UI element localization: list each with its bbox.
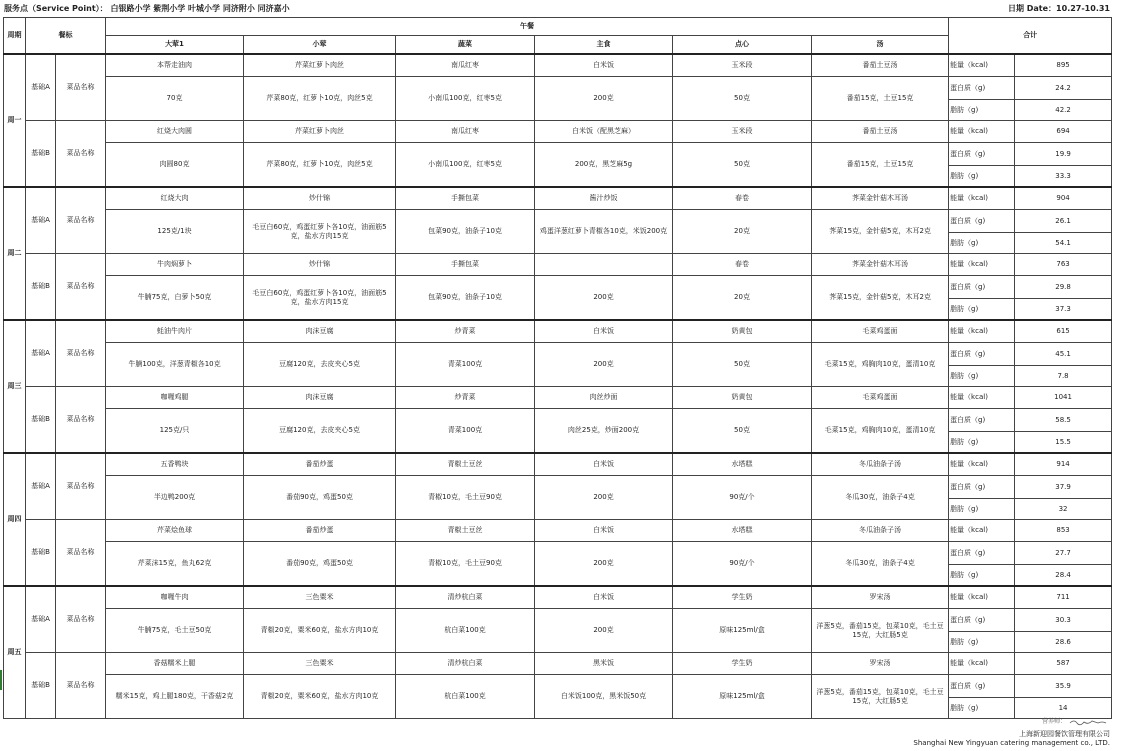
- column-header: 点心: [673, 36, 812, 55]
- dish-name: 罗宋汤: [812, 653, 949, 675]
- nutrition-label: 能量（kcal): [949, 586, 1015, 609]
- table-row: [4, 675, 1112, 698]
- nutrition-value: 7.8: [1015, 366, 1112, 387]
- dish-portion: 番茄90克，鸡蛋50克: [244, 476, 396, 520]
- meal-standard: 基础B: [26, 387, 56, 454]
- dish-name: 毛菜鸡蛋面: [812, 387, 949, 409]
- table-row: [4, 276, 1112, 299]
- nutrition-value: 28.6: [1015, 632, 1112, 653]
- nutrition-value: 19.9: [1015, 143, 1112, 166]
- nutrition-value: 45.1: [1015, 343, 1112, 366]
- nutrition-label: 蛋白质（g): [949, 675, 1015, 698]
- dish-name: 咖喱鸡腿: [106, 387, 244, 409]
- dish-portion: 20克: [673, 276, 812, 321]
- dish-name: 青椒土豆丝: [396, 453, 535, 476]
- table-row: [4, 320, 1112, 343]
- dish-name-label: 菜品名称: [56, 653, 106, 719]
- nutrition-label: 脂肪（g): [949, 565, 1015, 587]
- dish-name: 白米饭: [535, 453, 673, 476]
- dish-portion: 牛腩100克，洋葱青椒各10克: [106, 343, 244, 387]
- dish-portion: 毛菜15克，鸡胸肉10克，蛋清10克: [812, 409, 949, 454]
- dish-portion: 200克: [535, 542, 673, 587]
- dish-portion: 糯米15克，鸡上腿180克，干香菇2克: [106, 675, 244, 719]
- dish-name-label: 菜品名称: [56, 387, 106, 454]
- dish-portion: 90克/个: [673, 542, 812, 587]
- nutrition-value: 711: [1015, 586, 1112, 609]
- dish-name: 蚝油牛肉片: [106, 320, 244, 343]
- dish-name: 白米饭: [535, 586, 673, 609]
- date-range: 日期 Date：10.27-10.31: [1007, 4, 1110, 13]
- dish-portion: 包菜90克，油条子10克: [396, 210, 535, 254]
- dish-name: 青椒土豆丝: [396, 520, 535, 542]
- header-standard: 餐标: [26, 18, 106, 55]
- nutrition-label: 蛋白质（g): [949, 210, 1015, 233]
- dish-portion: 125克/1块: [106, 210, 244, 254]
- dish-name: 南瓜红枣: [396, 54, 535, 77]
- dish-portion: 200克，黑芝麻5g: [535, 143, 673, 188]
- dish-portion: 200克: [535, 343, 673, 387]
- nutrition-value: 15.5: [1015, 432, 1112, 454]
- nutrition-value: 763: [1015, 254, 1112, 276]
- dish-name: 水塔糕: [673, 520, 812, 542]
- dish-name: 酱汁炒饭: [535, 187, 673, 210]
- dish-name-label: 菜品名称: [56, 453, 106, 520]
- dish-name: 春卷: [673, 187, 812, 210]
- nutrition-value: 587: [1015, 653, 1112, 675]
- dish-portion: 鸡蛋洋葱红萝卜青椒各10克，米饭200克: [535, 210, 673, 254]
- day-label: 周一: [4, 54, 26, 187]
- nutrition-label: 蛋白质（g): [949, 409, 1015, 432]
- nutrition-value: 853: [1015, 520, 1112, 542]
- nutrition-label: 脂肪（g): [949, 632, 1015, 653]
- column-header: 主食: [535, 36, 673, 55]
- dish-name: 芹菜红萝卜肉丝: [244, 54, 396, 77]
- nutrition-label: 能量（kcal): [949, 187, 1015, 210]
- dish-name: 黑米饭: [535, 653, 673, 675]
- dish-name: 炒什锦: [244, 187, 396, 210]
- dish-name-label: 菜品名称: [56, 586, 106, 653]
- table-row: [4, 143, 1112, 166]
- nutrition-label: 蛋白质（g): [949, 476, 1015, 499]
- dish-portion: 原味125ml/盒: [673, 609, 812, 653]
- meal-standard: 基础B: [26, 121, 56, 188]
- dish-portion: 杭白菜100克: [396, 609, 535, 653]
- dish-portion: 毛豆白60克，鸡蛋红萝卜各10克，油面筋5克，盐水方肉15克: [244, 276, 396, 321]
- dish-portion: 豆腐120克，去皮夹心5克: [244, 343, 396, 387]
- dish-name: 五香鸭块: [106, 453, 244, 476]
- dish-name: 春卷: [673, 254, 812, 276]
- dish-name: 白米饭（配黑芝麻）: [535, 121, 673, 143]
- dish-portion: 肉丝25克，炒面200克: [535, 409, 673, 454]
- dish-name: 玉米段: [673, 121, 812, 143]
- meal-standard: 基础A: [26, 586, 56, 653]
- dish-portion: 洋葱5克，番茄15克，包菜10克，毛土豆15克，大红肠5克: [812, 609, 949, 653]
- dish-portion: 冬瓜30克，油条子4克: [812, 542, 949, 587]
- header-lunch: 午餐: [106, 18, 949, 36]
- dish-name: 手撕包菜: [396, 254, 535, 276]
- dish-name: 奶黄包: [673, 320, 812, 343]
- nutrition-value: 895: [1015, 54, 1112, 77]
- table-row: [4, 254, 1112, 276]
- dish-name: 本帮走油肉: [106, 54, 244, 77]
- company-name-cn: 上海新迎园餐饮管理有限公司: [1019, 730, 1110, 738]
- dish-name: 炒青菜: [396, 320, 535, 343]
- dish-portion: 毛菜15克，鸡胸肉10克，蛋清10克: [812, 343, 949, 387]
- dish-portion: 50克: [673, 343, 812, 387]
- dish-portion: 90克/个: [673, 476, 812, 520]
- nutrition-label: 脂肪（g): [949, 233, 1015, 254]
- nutrition-label: 脂肪（g): [949, 432, 1015, 454]
- nutrition-value: 26.1: [1015, 210, 1112, 233]
- dish-portion: 青菜100克: [396, 343, 535, 387]
- nutrition-value: 54.1: [1015, 233, 1112, 254]
- meal-standard: 基础B: [26, 653, 56, 719]
- column-header: 汤: [812, 36, 949, 55]
- nutrition-value: 35.9: [1015, 675, 1112, 698]
- day-label: 周五: [4, 586, 26, 719]
- signature-icon: [1068, 718, 1108, 726]
- dish-name: 番茄土豆汤: [812, 121, 949, 143]
- dish-name: 罗宋汤: [812, 586, 949, 609]
- nutrition-value: 1041: [1015, 387, 1112, 409]
- header-total: 合计: [949, 18, 1112, 55]
- dish-name: 白米饭: [535, 54, 673, 77]
- table-row: [4, 542, 1112, 565]
- dish-name: 炒什锦: [244, 254, 396, 276]
- table-row: [4, 187, 1112, 210]
- dish-portion: 青椒10克，毛土豆90克: [396, 476, 535, 520]
- meal-standard: 基础B: [26, 520, 56, 587]
- nutrition-value: 42.2: [1015, 100, 1112, 121]
- dish-portion: 125克/只: [106, 409, 244, 454]
- dish-portion: 肉圆80克: [106, 143, 244, 188]
- nutrition-label: 蛋白质（g): [949, 143, 1015, 166]
- dish-name: 肉沫豆腐: [244, 387, 396, 409]
- dish-name: 清炒杭白菜: [396, 653, 535, 675]
- table-row: [4, 409, 1112, 432]
- dish-name: 奶黄包: [673, 387, 812, 409]
- dish-portion: 番茄15克，土豆15克: [812, 143, 949, 188]
- nutrition-value: 29.8: [1015, 276, 1112, 299]
- dish-name: 冬瓜油条子汤: [812, 453, 949, 476]
- dish-portion: 番茄15克，土豆15克: [812, 77, 949, 121]
- table-row: [4, 609, 1112, 632]
- dish-portion: 牛腩75克，白萝卜50克: [106, 276, 244, 321]
- dish-portion: 青椒20克，粟米60克，盐水方肉10克: [244, 675, 396, 719]
- nutrition-value: 914: [1015, 453, 1112, 476]
- dish-portion: 洋葱5克，番茄15克，包菜10克，毛土豆15克，大红肠5克: [812, 675, 949, 719]
- dish-portion: 青菜100克: [396, 409, 535, 454]
- nutrition-label: 蛋白质（g): [949, 343, 1015, 366]
- nutrition-label: 能量（kcal): [949, 54, 1015, 77]
- dish-portion: 200克: [535, 276, 673, 321]
- dish-name: 芹菜烩鱼球: [106, 520, 244, 542]
- row-marker: [0, 670, 2, 690]
- dish-name: 咖喱牛肉: [106, 586, 244, 609]
- nutrition-label: 蛋白质（g): [949, 542, 1015, 565]
- dish-name-label: 菜品名称: [56, 121, 106, 188]
- dish-portion: 荠菜15克，金针菇5克，木耳2克: [812, 210, 949, 254]
- dish-portion: 荠菜15克，金针菇5克，木耳2克: [812, 276, 949, 321]
- meal-standard: 基础A: [26, 54, 56, 121]
- dish-name: 白米饭: [535, 520, 673, 542]
- meal-standard: 基础A: [26, 453, 56, 520]
- dish-portion: 青椒20克，粟米60克，盐水方肉10克: [244, 609, 396, 653]
- nutrition-label: 脂肪（g): [949, 299, 1015, 321]
- dish-name: 学生奶: [673, 586, 812, 609]
- signature-label: 营养师：: [1042, 718, 1067, 725]
- table-row: [4, 586, 1112, 609]
- table-row: [4, 520, 1112, 542]
- dish-name: 芹菜红萝卜肉丝: [244, 121, 396, 143]
- dish-name: 手撕包菜: [396, 187, 535, 210]
- dish-name: 三色粟米: [244, 586, 396, 609]
- dish-portion: 番茄90克，鸡蛋50克: [244, 542, 396, 587]
- dish-portion: 20克: [673, 210, 812, 254]
- dish-name: 学生奶: [673, 653, 812, 675]
- nutrition-label: 脂肪（g): [949, 499, 1015, 520]
- dish-name-label: 菜品名称: [56, 187, 106, 254]
- header-week: 周期: [4, 18, 26, 55]
- dish-portion: 杭白菜100克: [396, 675, 535, 719]
- dish-portion: 小南瓜100克，红枣5克: [396, 77, 535, 121]
- nutrition-label: 脂肪（g): [949, 698, 1015, 719]
- dish-name: 牛肉焖萝卜: [106, 254, 244, 276]
- table-row: [4, 210, 1112, 233]
- day-label: 周二: [4, 187, 26, 320]
- nutrition-label: 能量（kcal): [949, 254, 1015, 276]
- dish-name: 南瓜红枣: [396, 121, 535, 143]
- dish-name: [535, 254, 673, 276]
- nutrition-value: 904: [1015, 187, 1112, 210]
- dish-portion: 200克: [535, 609, 673, 653]
- dish-name: 番茄炒蛋: [244, 520, 396, 542]
- dish-name: 肉丝炒面: [535, 387, 673, 409]
- meal-standard: 基础B: [26, 254, 56, 321]
- dish-name: 番茄炒蛋: [244, 453, 396, 476]
- menu-table: [3, 17, 1112, 719]
- table-row: [4, 54, 1112, 77]
- dish-portion: 冬瓜30克，油条子4克: [812, 476, 949, 520]
- nutrition-label: 能量（kcal): [949, 387, 1015, 409]
- dish-name: 水塔糕: [673, 453, 812, 476]
- dish-name: 清炒杭白菜: [396, 586, 535, 609]
- dish-portion: 毛豆白60克，鸡蛋红萝卜各10克，油面筋5克，盐水方肉15克: [244, 210, 396, 254]
- table-row: [4, 653, 1112, 675]
- nutrition-label: 能量（kcal): [949, 121, 1015, 143]
- nutrition-value: 30.3: [1015, 609, 1112, 632]
- dish-portion: 芹菜80克，红萝卜10克，肉丝5克: [244, 143, 396, 188]
- dish-name: 肉沫豆腐: [244, 320, 396, 343]
- dish-name: 毛菜鸡蛋面: [812, 320, 949, 343]
- dish-name: 红烧大肉圆: [106, 121, 244, 143]
- dish-portion: 青椒10克，毛土豆90克: [396, 542, 535, 587]
- dish-portion: 200克: [535, 77, 673, 121]
- table-row: [4, 77, 1112, 100]
- column-header: 小荤: [244, 36, 396, 55]
- nutrition-value: 27.7: [1015, 542, 1112, 565]
- nutrition-value: 33.3: [1015, 166, 1112, 188]
- nutrition-value: 24.2: [1015, 77, 1112, 100]
- dish-portion: 豆腐120克，去皮夹心5克: [244, 409, 396, 454]
- column-header: 大荤1: [106, 36, 244, 55]
- dish-name-label: 菜品名称: [56, 520, 106, 587]
- day-label: 周四: [4, 453, 26, 586]
- nutrition-value: 694: [1015, 121, 1112, 143]
- dish-name: 三色粟米: [244, 653, 396, 675]
- nutrition-value: 37.9: [1015, 476, 1112, 499]
- nutrition-label: 脂肪（g): [949, 366, 1015, 387]
- dish-portion: 50克: [673, 143, 812, 188]
- nutrition-label: 脂肪（g): [949, 100, 1015, 121]
- table-row: [4, 387, 1112, 409]
- table-row: [4, 476, 1112, 499]
- dish-name: 番茄土豆汤: [812, 54, 949, 77]
- nutrition-label: 能量（kcal): [949, 320, 1015, 343]
- dish-name: 白米饭: [535, 320, 673, 343]
- table-row: [4, 121, 1112, 143]
- school-list: 白银路小学 紫荆小学 叶城小学 同济附小 同济嘉小: [110, 4, 290, 13]
- dish-name: 冬瓜油条子汤: [812, 520, 949, 542]
- table-row: [4, 343, 1112, 366]
- nutrition-value: 37.3: [1015, 299, 1112, 321]
- dish-name: 红烧大肉: [106, 187, 244, 210]
- nutrition-label: 能量（kcal): [949, 520, 1015, 542]
- page-header: [4, 3, 1110, 17]
- dish-portion: 半边鸭200克: [106, 476, 244, 520]
- day-label: 周三: [4, 320, 26, 453]
- nutrition-label: 蛋白质（g): [949, 77, 1015, 100]
- table-row: [4, 453, 1112, 476]
- dish-name: 荠菜金针菇木耳汤: [812, 254, 949, 276]
- nutrition-value: 615: [1015, 320, 1112, 343]
- meal-standard: 基础A: [26, 320, 56, 387]
- nutrition-label: 蛋白质（g): [949, 609, 1015, 632]
- dish-portion: 70克: [106, 77, 244, 121]
- nutrition-label: 脂肪（g): [949, 166, 1015, 188]
- dish-name: 荠菜金针菇木耳汤: [812, 187, 949, 210]
- dish-name-label: 菜品名称: [56, 54, 106, 121]
- dish-name-label: 菜品名称: [56, 254, 106, 321]
- dish-portion: 小南瓜100克，红枣5克: [396, 143, 535, 188]
- nutrition-value: 32: [1015, 499, 1112, 520]
- nutrition-value: 28.4: [1015, 565, 1112, 587]
- dish-name: 炒青菜: [396, 387, 535, 409]
- dish-portion: 牛腩75克，毛土豆50克: [106, 609, 244, 653]
- dish-name: 香菇糯米上腿: [106, 653, 244, 675]
- meal-standard: 基础A: [26, 187, 56, 254]
- dish-portion: 包菜90克，油条子10克: [396, 276, 535, 321]
- dish-name-label: 菜品名称: [56, 320, 106, 387]
- nutrition-value: 14: [1015, 698, 1112, 719]
- dish-portion: 芹菜沫15克，鱼丸62克: [106, 542, 244, 587]
- dish-name: 玉米段: [673, 54, 812, 77]
- dish-portion: 白米饭100克，黑米饭50克: [535, 675, 673, 719]
- dish-portion: 50克: [673, 409, 812, 454]
- dish-portion: 原味125ml/盒: [673, 675, 812, 719]
- signature-block: [1042, 716, 1108, 726]
- service-point-label: 服务点（Service Point）：: [4, 4, 108, 13]
- nutrition-label: 能量（kcal): [949, 453, 1015, 476]
- dish-portion: 芹菜80克，红萝卜10克，肉丝5克: [244, 77, 396, 121]
- company-name-en: Shanghai New Yingyuan catering management co., LTD.: [913, 739, 1110, 747]
- nutrition-label: 能量（kcal): [949, 653, 1015, 675]
- dish-portion: 50克: [673, 77, 812, 121]
- column-header: 蔬菜: [396, 36, 535, 55]
- dish-portion: 200克: [535, 476, 673, 520]
- nutrition-value: 58.5: [1015, 409, 1112, 432]
- nutrition-label: 蛋白质（g): [949, 276, 1015, 299]
